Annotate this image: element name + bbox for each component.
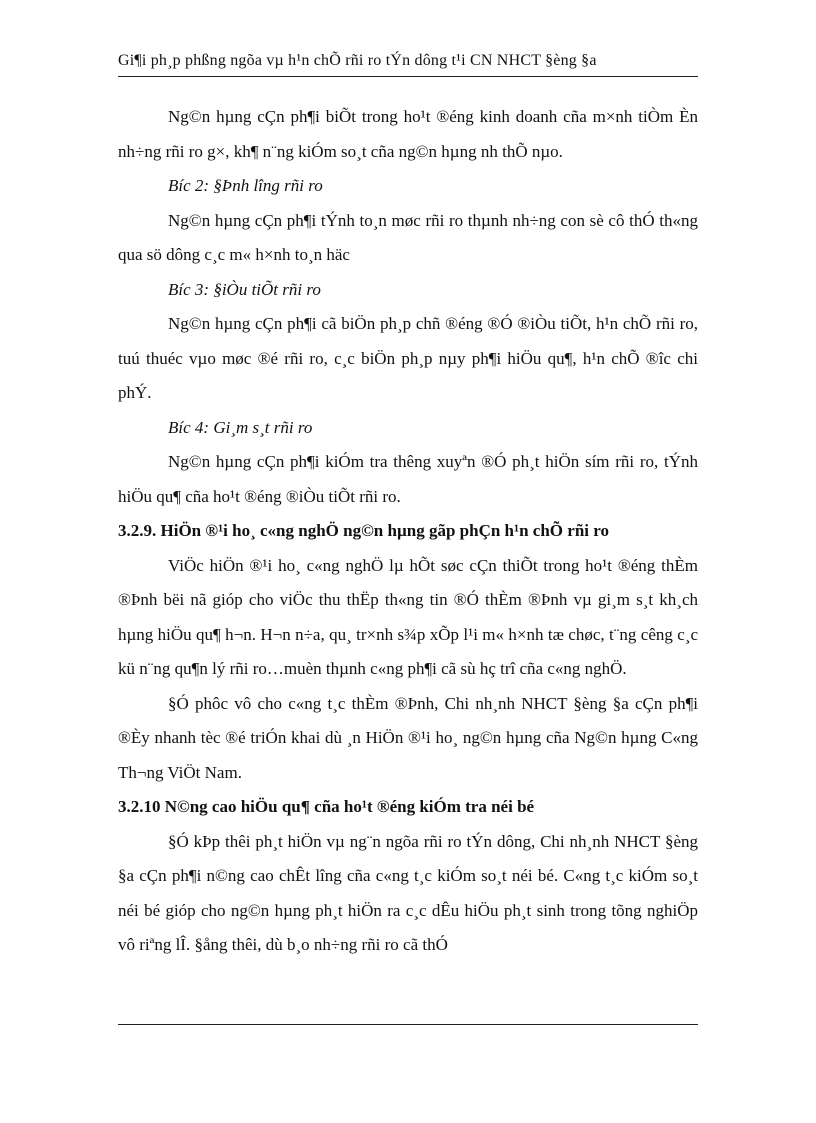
section-heading-3-2-9: 3.2.9. HiÖn ®¹i ho¸ c«ng nghÖ ng©n hµng gãp phÇn h¹n chÕ rñi ro [118, 521, 609, 540]
step-2-heading: Bíc 2: §Þnh lîng rñi ro [168, 176, 323, 195]
paragraph-branch-project: §Ó phôc vô cho c«ng t¸c thÈm ®Þnh, Chi nh¸nh NHCT §èng §a cÇn ph¶i ®Èy nhanh tèc ®é triÓn khai dù ¸n HiÖn ®¹i ho¸ ng©n hµng cña Ng©n hµng C«ng Th¬ng ViÖt Nam. [118, 693, 698, 782]
step-3-heading: Bíc 3: §iÒu tiÕt rñi ro [168, 279, 321, 299]
document-body [118, 100, 698, 963]
footer-divider [118, 1024, 698, 1025]
paragraph-technology: ViÖc hiÖn ®¹i ho¸ c«ng nghÖ lµ hÕt søc cÇn thiÕt trong ho¹t ®éng thÈm ®Þnh bëi nã gióp cho viÖc thu thËp th«ng tin ®Ó thÈm ®Þnh vµ gi¸m s¸t kh¸ch hµng hiÖu qu¶ h¬n. H¬n n÷a, qu¸ tr×nh s¾p xÕp l¹i m« h×nh tæ chøc, t¨ng cêng c¸c kü n¨ng qu¶n lý rñi ro…muèn thµnh c«ng ph¶i cã sù hç trî cña c«ng nghÖ. [118, 555, 698, 678]
paragraph-step4-detail: Ng©n hµng cÇn ph¶i kiÓm tra thêng xuyªn ®Ó ph¸t hiÖn sím rñi ro, tÝnh hiÖu qu¶ cña ho¹t ®éng ®iÒu tiÕt rñi ro. [118, 452, 698, 506]
step-4-heading: Bíc 4: Gi¸m s¸t rñi ro [168, 417, 313, 437]
running-header: Gi¶i ph¸p phßng ngõa vµ h¹n chÕ rñi ro tÝn dông t¹i CN NHCT §èng §a [118, 52, 597, 69]
header-divider [118, 76, 698, 77]
paragraph-step3-detail: Ng©n hµng cÇn ph¶i cã biÖn ph¸p chñ ®éng ®Ó ®iÒu tiÕt, h¹n chÕ rñi ro, tuú thuéc vµo møc ®é rñi ro, c¸c biÖn ph¸p nµy ph¶i hiÖu qu¶, h¹n chÕ ®îc chi phÝ. [118, 314, 698, 402]
section-heading-3-2-10: 3.2.10 N©ng cao hiÖu qu¶ cña ho¹t ®éng kiÓm tra néi bé [118, 797, 535, 816]
paragraph-step2-detail: Ng©n hµng cÇn ph¶i tÝnh to¸n møc rñi ro thµnh nh÷ng con sè cô thÓ th«ng qua sö dông c¸c m« h×nh to¸n häc [118, 210, 698, 264]
paragraph-internal-audit: §Ó kÞp thêi ph¸t hiÖn vµ ng¨n ngõa rñi ro tÝn dông, Chi nh¸nh NHCT §èng §a cÇn ph¶i n©ng cao chÊt lîng cña c«ng t¸c kiÓm so¸t néi bé. C«ng t¸c kiÓm so¸t néi bé gióp cho ng©n hµng ph¸t hiÖn ra c¸c dÊu hiÖu ph¸t sinh trong tõng nghiÖp vô riªng lÎ. §ång thêi, dù b¸o nh÷ng rñi ro cã thÓ [118, 831, 698, 954]
paragraph-step1-detail: Ng©n hµng cÇn ph¶i biÕt trong ho¹t ®éng kinh doanh cña m×nh tiÒm Èn nh÷ng rñi ro g×, kh¶ n¨ng kiÓm so¸t cña ng©n hµng nh thÕ nµo. [118, 107, 698, 161]
